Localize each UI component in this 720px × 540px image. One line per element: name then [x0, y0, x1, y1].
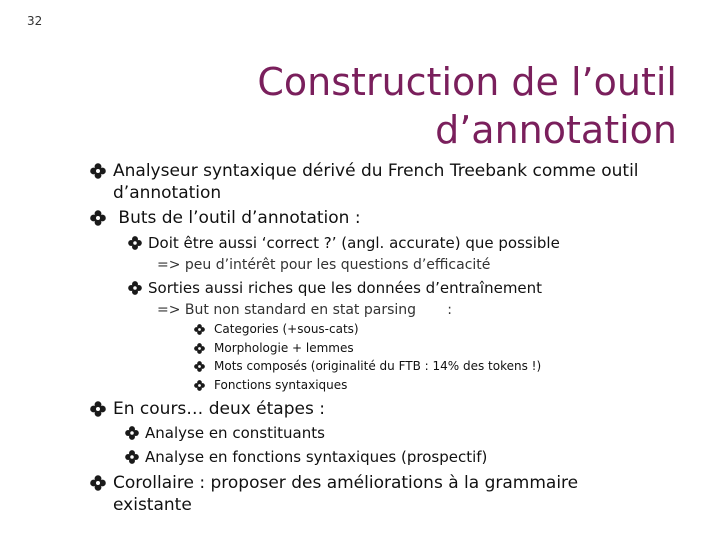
- list-item: [192, 320, 692, 339]
- bullet-functions: [123, 447, 693, 467]
- bullet-text: Buts de l’outil d’annotation :: [113, 208, 361, 228]
- bullet-in-progress: [88, 398, 698, 420]
- flower-bullet-icon: [192, 320, 206, 339]
- note-efficiency: => peu d’intérêt pour les questions d’efficacité: [157, 257, 491, 273]
- list-item-text: Mots composés (originalité du FTB : 14% des tokens !): [214, 359, 542, 373]
- slide-title-line-2: d’annotation: [435, 108, 677, 152]
- flower-bullet-icon: [192, 339, 206, 358]
- list-item: [192, 376, 692, 395]
- bullet-text: Doit être aussi ‘correct ?’ (angl. accurate) que possible: [148, 234, 560, 252]
- list-item-text: Categories (+sous-cats): [214, 322, 359, 336]
- bullet-text: Sorties aussi riches que les données d’entraînement: [148, 279, 543, 297]
- bullet-tool-goals: [88, 207, 698, 229]
- bullet-text: Analyse en constituants: [145, 424, 325, 442]
- flower-bullet-icon: [126, 233, 144, 253]
- bullet-accuracy: [126, 233, 696, 253]
- bullet-parser-tool: [88, 160, 698, 204]
- flower-bullet-icon: [192, 357, 206, 376]
- flower-bullet-icon: [123, 423, 141, 443]
- flower-bullet-icon: [88, 160, 108, 182]
- list-item: [192, 357, 692, 376]
- bullet-corollary: [88, 472, 648, 516]
- note-nonstandard-goal: => But non standard en stat parsing :: [157, 302, 452, 318]
- bullet-text: Analyseur syntaxique dérivé du French Treebank comme outil d’annotation: [113, 161, 639, 203]
- flower-bullet-icon: [192, 376, 206, 395]
- bullet-rich-output: [126, 278, 696, 298]
- slide-title: [157, 58, 677, 154]
- flower-bullet-icon: [126, 278, 144, 298]
- flower-bullet-icon: [88, 472, 108, 494]
- flower-bullet-icon: [123, 447, 141, 467]
- slide-title-line-1: Construction de l’outil: [257, 60, 677, 104]
- page-number: 32: [27, 14, 43, 28]
- flower-bullet-icon: [88, 207, 108, 229]
- bullet-constituents: [123, 423, 693, 443]
- list-item-text: Fonctions syntaxiques: [214, 378, 348, 392]
- flower-bullet-icon: [88, 398, 108, 420]
- bullet-text: En cours… deux étapes :: [113, 399, 325, 419]
- list-item: [192, 339, 692, 358]
- list-item-text: Morphologie + lemmes: [214, 341, 354, 355]
- bullet-text: Analyse en fonctions syntaxiques (prospectif): [145, 448, 488, 466]
- bullet-text: Corollaire : proposer des améliorations à la grammaire existante: [113, 473, 579, 515]
